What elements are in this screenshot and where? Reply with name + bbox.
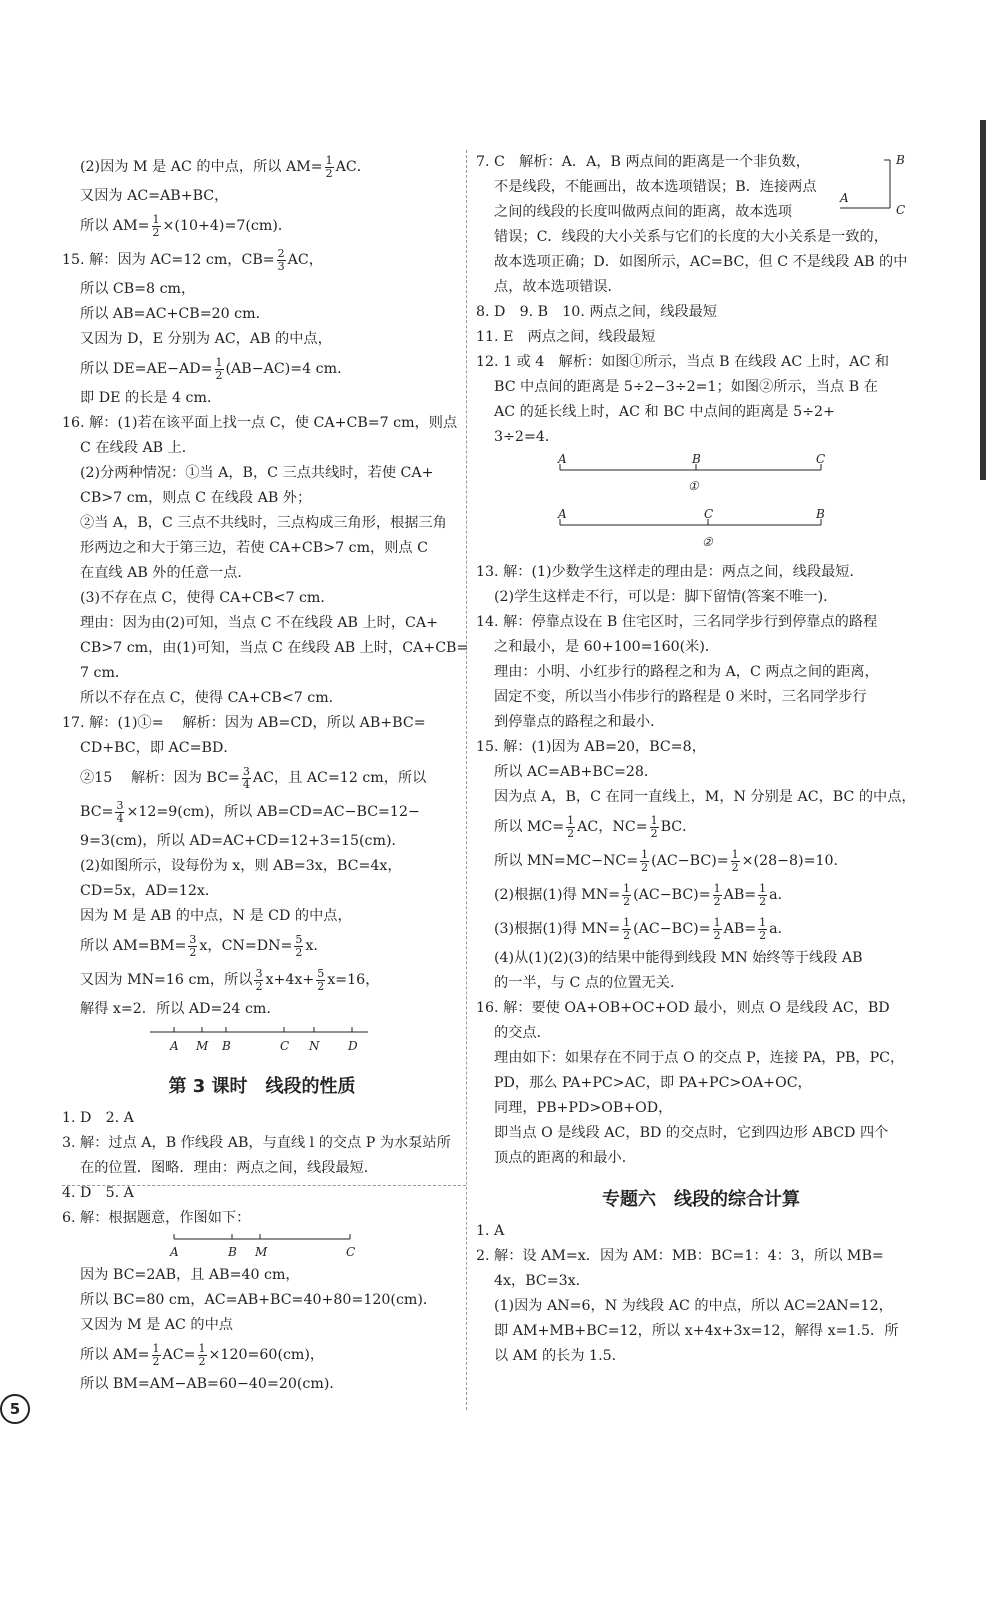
text-line: 因为点 A，B，C 在同一直线上，M，N 分别是 AC，BC 的中点， <box>494 789 916 805</box>
label-c: C <box>896 203 906 217</box>
text-line: 17. 解：(1)①= 解析：因为 AB=CD，所以 AB+BC= <box>62 715 426 731</box>
label-m: M <box>196 1039 209 1053</box>
text-line: 所以 BC=80 cm，AC=AB+BC=40+80=120(cm)． <box>80 1292 438 1308</box>
text-line: 因为 BC=2AB，且 AB=40 cm， <box>80 1267 300 1283</box>
text-line: 形两边之和大于第三边，若使 CA+CB>7 cm，则点 C <box>80 540 428 556</box>
text-line: 理由：因为由(2)可知，当点 C 不在线段 AB 上时，CA+ <box>80 615 439 631</box>
text-line: 之间的线段的长度叫做两点间的距离，故本选项 <box>494 204 792 220</box>
fraction: $\frac{1}{2}$ <box>152 1341 160 1368</box>
text-line: 即 AM+MB+BC=12，所以 x+4x+3x=12，解得 x=1.5．所 <box>494 1323 899 1339</box>
text-line: 又因为 MN=16 cm，所以 $\frac{3}{2}$ x+4x+ $\frac{5}{2}$ x=16， <box>80 966 380 993</box>
fraction: $\frac{1}{2}$ <box>325 153 333 180</box>
fraction: $\frac{5}{2}$ <box>295 932 303 959</box>
text-line: 1. D 2. A <box>62 1110 134 1126</box>
fraction: $\frac{1}{2}$ <box>623 915 631 942</box>
text-line: 故本选项正确；D．如图所示，AC=BC，但 C 不是线段 AB 的中 <box>494 254 908 270</box>
text-line: 所以 CB=8 cm， <box>80 281 196 297</box>
fraction: $\frac{1}{2}$ <box>215 355 223 382</box>
text-line: (2)如图所示，设每份为 x，则 AB=3x，BC=4x， <box>80 858 402 874</box>
text-line: 顶点的距离的和最小． <box>494 1150 636 1166</box>
text-line: 解得 x=2．所以 AD=24 cm． <box>80 1001 281 1017</box>
text-line: 固定不变，所以当小伟步行的路程是 0 米时，三名同学步行 <box>494 689 867 705</box>
item-7-block <box>476 150 926 225</box>
text-line: 错误；C．线段的大小关系与它们的长度的大小关系是一致的， <box>494 229 888 245</box>
page-number: 5 <box>0 1394 30 1424</box>
fraction: $\frac{1}{2}$ <box>641 847 649 874</box>
section-title-topic6: 专题六 线段的综合计算 <box>602 1189 800 1210</box>
text-line: 所以 AM= $\frac{1}{2}$ ×(10+4)=7(cm)． <box>80 212 293 239</box>
text-line: 8. D 9. B 10. 两点之间，线段最短 <box>476 304 718 320</box>
fraction: $\frac{2}{3}$ <box>277 246 285 273</box>
label-n: N <box>309 1039 320 1053</box>
fraction: $\frac{1}{2}$ <box>713 881 721 908</box>
fraction: $\frac{1}{2}$ <box>759 915 767 942</box>
text-line: 3÷2=4． <box>494 429 560 445</box>
label-b-1: B <box>692 452 701 466</box>
text-line: CD+BC，即 AC=BD． <box>80 740 238 756</box>
text-line: 4. D 5. A <box>62 1185 134 1201</box>
text-line: 14. 解：停靠点设在 B 住宅区时，三名同学步行到停靠点的路程 <box>476 614 878 630</box>
label-b: B <box>222 1039 231 1053</box>
figure-label-1: ① <box>688 479 699 493</box>
text-line: 4x，BC=3x． <box>494 1273 590 1289</box>
text-line: (2)根据(1)得 MN= $\frac{1}{2}$ (AC−BC)= $\frac{1}{2}$ AB= $\frac{1}{2}$ a． <box>494 881 792 908</box>
text-line: 6. 解：根据题意，作图如下： <box>62 1210 251 1226</box>
text-line: 2. 解：设 AM=x．因为 AM：MB：BC=1：4：3，所以 MB= <box>476 1248 884 1264</box>
label-c-2: C <box>704 507 714 521</box>
text-line: 理由：小明、小红步行的路程之和为 A，C 两点之间的距离， <box>494 664 879 680</box>
label-b-2: B <box>816 507 825 521</box>
text-line: 的一半，与 C 点的位置无关． <box>494 975 685 991</box>
label-a: A <box>840 191 849 205</box>
text-line: (3)不存在点 C，使得 CA+CB<7 cm． <box>80 590 335 606</box>
fraction: $\frac{1}{2}$ <box>713 915 721 942</box>
text-line: 点，故本选项错误． <box>494 279 622 295</box>
label-c-1: C <box>816 452 826 466</box>
label-b: B <box>228 1245 237 1259</box>
text-line: AC 的延长线上时，AC 和 BC 中点间的距离是 5÷2+ <box>494 404 835 420</box>
fraction: $\frac{1}{2}$ <box>650 813 658 840</box>
section-title-lesson3: 第 3 课时 线段的性质 <box>168 1076 356 1097</box>
figure-label-2: ② <box>702 535 713 549</box>
left-column <box>62 150 469 1397</box>
column-divider <box>466 150 468 1410</box>
text-line: 在的位置．图略．理由：两点之间，线段最短． <box>80 1160 378 1176</box>
text-line: 所以 AB=AC+CB=20 cm． <box>80 306 270 322</box>
label-b: B <box>896 153 905 167</box>
text-line: BC= $\frac{3}{4}$ ×12=9(cm)，所以 AB=CD=AC−BC=12− <box>80 798 420 825</box>
text-line: 15. 解：因为 AC=12 cm，CB= $\frac{2}{3}$ AC， <box>62 246 323 273</box>
text-line: 16. 解：要使 OA+OB+OC+OD 最小，则点 O 是线段 AC，BD <box>476 1000 890 1016</box>
text-line: 即当点 O 是线段 AC，BD 的交点时，它到四边形 ABCD 四个 <box>494 1125 889 1141</box>
text-line: (2)因为 M 是 AC 的中点，所以 AM= $\frac{1}{2}$ AC． <box>80 153 371 180</box>
figure-17-segment <box>62 1022 462 1058</box>
text-line: 理由如下：如果存在不同于点 O 的交点 P，连接 PA，PB，PC， <box>494 1050 905 1066</box>
fraction: $\frac{1}{2}$ <box>567 813 575 840</box>
text-line: 9=3(cm)，所以 AD=AC+CD=12+3=15(cm)． <box>80 833 406 849</box>
text-line: 所以不存在点 C，使得 CA+CB<7 cm． <box>80 690 343 706</box>
label-d: D <box>348 1039 358 1053</box>
text-line: 又因为 M 是 AC 的中点 <box>80 1317 233 1333</box>
text-line: 16. 解：(1)若在该平面上找一点 C，使 CA+CB=7 cm，则点 <box>62 415 458 431</box>
text-line: 不是线段，不能画出，故本选项错误；B．连接两点 <box>494 179 817 195</box>
text-line: 1. A <box>476 1223 505 1239</box>
text-line: CD=5x，AD=12x． <box>80 883 220 899</box>
text-line: 所以 BM=AM−AB=60−40=20(cm)． <box>80 1376 344 1392</box>
text-line: PD，那么 PA+PC>AC，即 PA+PC>OA+OC， <box>494 1075 812 1091</box>
fraction: $\frac{1}{2}$ <box>623 881 631 908</box>
label-a-1: A <box>558 452 567 466</box>
text-line: 7 cm． <box>80 665 130 681</box>
fraction: $\frac{1}{2}$ <box>152 212 160 239</box>
figure-7-angle <box>836 152 916 222</box>
text-line: 同理，PB+PD>OB+OD， <box>494 1100 673 1116</box>
text-line: 即 DE 的长是 4 cm． <box>80 390 222 406</box>
text-line: (1)因为 AN=6，N 为线段 AC 的中点，所以 AC=2AN=12， <box>494 1298 893 1314</box>
text-line: (4)从(1)(2)(3)的结果中能得到线段 MN 始终等于线段 AB <box>494 950 863 966</box>
text-line: 15. 解：(1)因为 AB=20，BC=8， <box>476 739 706 755</box>
text-line: 所以 DE=AE−AD= $\frac{1}{2}$ (AB−AC)=4 cm． <box>80 355 352 382</box>
text-line: 13. 解：(1)少数学生这样走的理由是：两点之间，线段最短． <box>476 564 864 580</box>
page-edge-bar <box>980 120 986 480</box>
text-line: C 在线段 AB 上． <box>80 440 196 456</box>
text-line: 所以 MN=MC−NC= $\frac{1}{2}$ (AC−BC)= $\frac{1}{2}$ ×(28−8)=10． <box>494 847 848 874</box>
text-line: 所以 AM= $\frac{1}{2}$ AC= $\frac{1}{2}$ ×120=60(cm)， <box>80 1341 325 1368</box>
text-line: 的交点． <box>494 1025 551 1041</box>
fraction: $\frac{1}{2}$ <box>198 1341 206 1368</box>
figure-6-segment <box>62 1231 462 1263</box>
text-line: 因为 M 是 AB 的中点，N 是 CD 的中点， <box>80 908 352 924</box>
label-c: C <box>280 1039 290 1053</box>
text-line: ②当 A，B，C 三点不共线时，三点构成三角形，根据三角 <box>80 515 447 531</box>
text-line: 到停靠点的路程之和最小． <box>494 714 665 730</box>
right-column <box>476 150 926 1369</box>
label-c: C <box>346 1245 356 1259</box>
label-a: A <box>170 1245 179 1259</box>
fraction: $\frac{1}{2}$ <box>759 881 767 908</box>
text-line: 以 AM 的长为 1.5． <box>494 1348 626 1364</box>
text-line: CB>7 cm，由(1)可知，当点 C 在线段 AB 上时，CA+CB= <box>80 640 469 656</box>
label-a-2: A <box>558 507 567 521</box>
text-line: 又因为 D，E 分别为 AC，AB 的中点， <box>80 331 332 347</box>
text-line: 所以 AM=BM= $\frac{3}{2}$ x，CN=DN= $\frac{5}{2}$ x． <box>80 932 328 959</box>
fraction: $\frac{3}{4}$ <box>242 764 250 791</box>
fraction: $\frac{3}{2}$ <box>255 966 263 993</box>
fraction: $\frac{3}{4}$ <box>116 798 124 825</box>
text-line: 3. 解：过点 A，B 作线段 AB，与直线 l 的交点 P 为水泵站所 <box>62 1135 451 1151</box>
text-line: 11. E 两点之间，线段最短 <box>476 329 656 345</box>
fraction: $\frac{5}{2}$ <box>317 966 325 993</box>
figure-12 <box>476 450 926 560</box>
text-line: 所以 AC=AB+BC=28． <box>494 764 659 780</box>
label-a: A <box>170 1039 179 1053</box>
text-line: 所以 MC= $\frac{1}{2}$ AC，NC= $\frac{1}{2}$ BC． <box>494 813 697 840</box>
text-line: 之和最小，是 60+100=160(米)． <box>494 639 720 655</box>
text-line: CB>7 cm，则点 C 在线段 AB 外； <box>80 490 312 506</box>
label-m: M <box>255 1245 268 1259</box>
text-line: ②15 解析：因为 BC= $\frac{3}{4}$ AC，且 AC=12 cm，所以 <box>80 764 427 791</box>
text-line: BC 中点间的距离是 5÷2−3÷2=1；如图②所示，当点 B 在 <box>494 379 878 395</box>
text-line: 在直线 AB 外的任意一点． <box>80 565 252 581</box>
text-line: (2)学生这样走不行，可以是：脚下留情(答案不唯一)． <box>494 589 838 605</box>
text-line: (2)分两种情况：①当 A，B，C 三点共线时，若使 CA+ <box>80 465 434 481</box>
text-line: 7. C 解析：A．A，B 两点间的距离是一个非负数， <box>476 154 810 170</box>
fraction: $\frac{1}{2}$ <box>731 847 739 874</box>
text-line: 又因为 AC=AB+BC， <box>80 188 229 204</box>
fraction: $\frac{3}{2}$ <box>189 932 197 959</box>
text-line: (3)根据(1)得 MN= $\frac{1}{2}$ (AC−BC)= $\frac{1}{2}$ AB= $\frac{1}{2}$ a． <box>494 915 792 942</box>
text-line: 12. 1 或 4 解析：如图①所示，当点 B 在线段 AC 上时，AC 和 <box>476 354 890 370</box>
